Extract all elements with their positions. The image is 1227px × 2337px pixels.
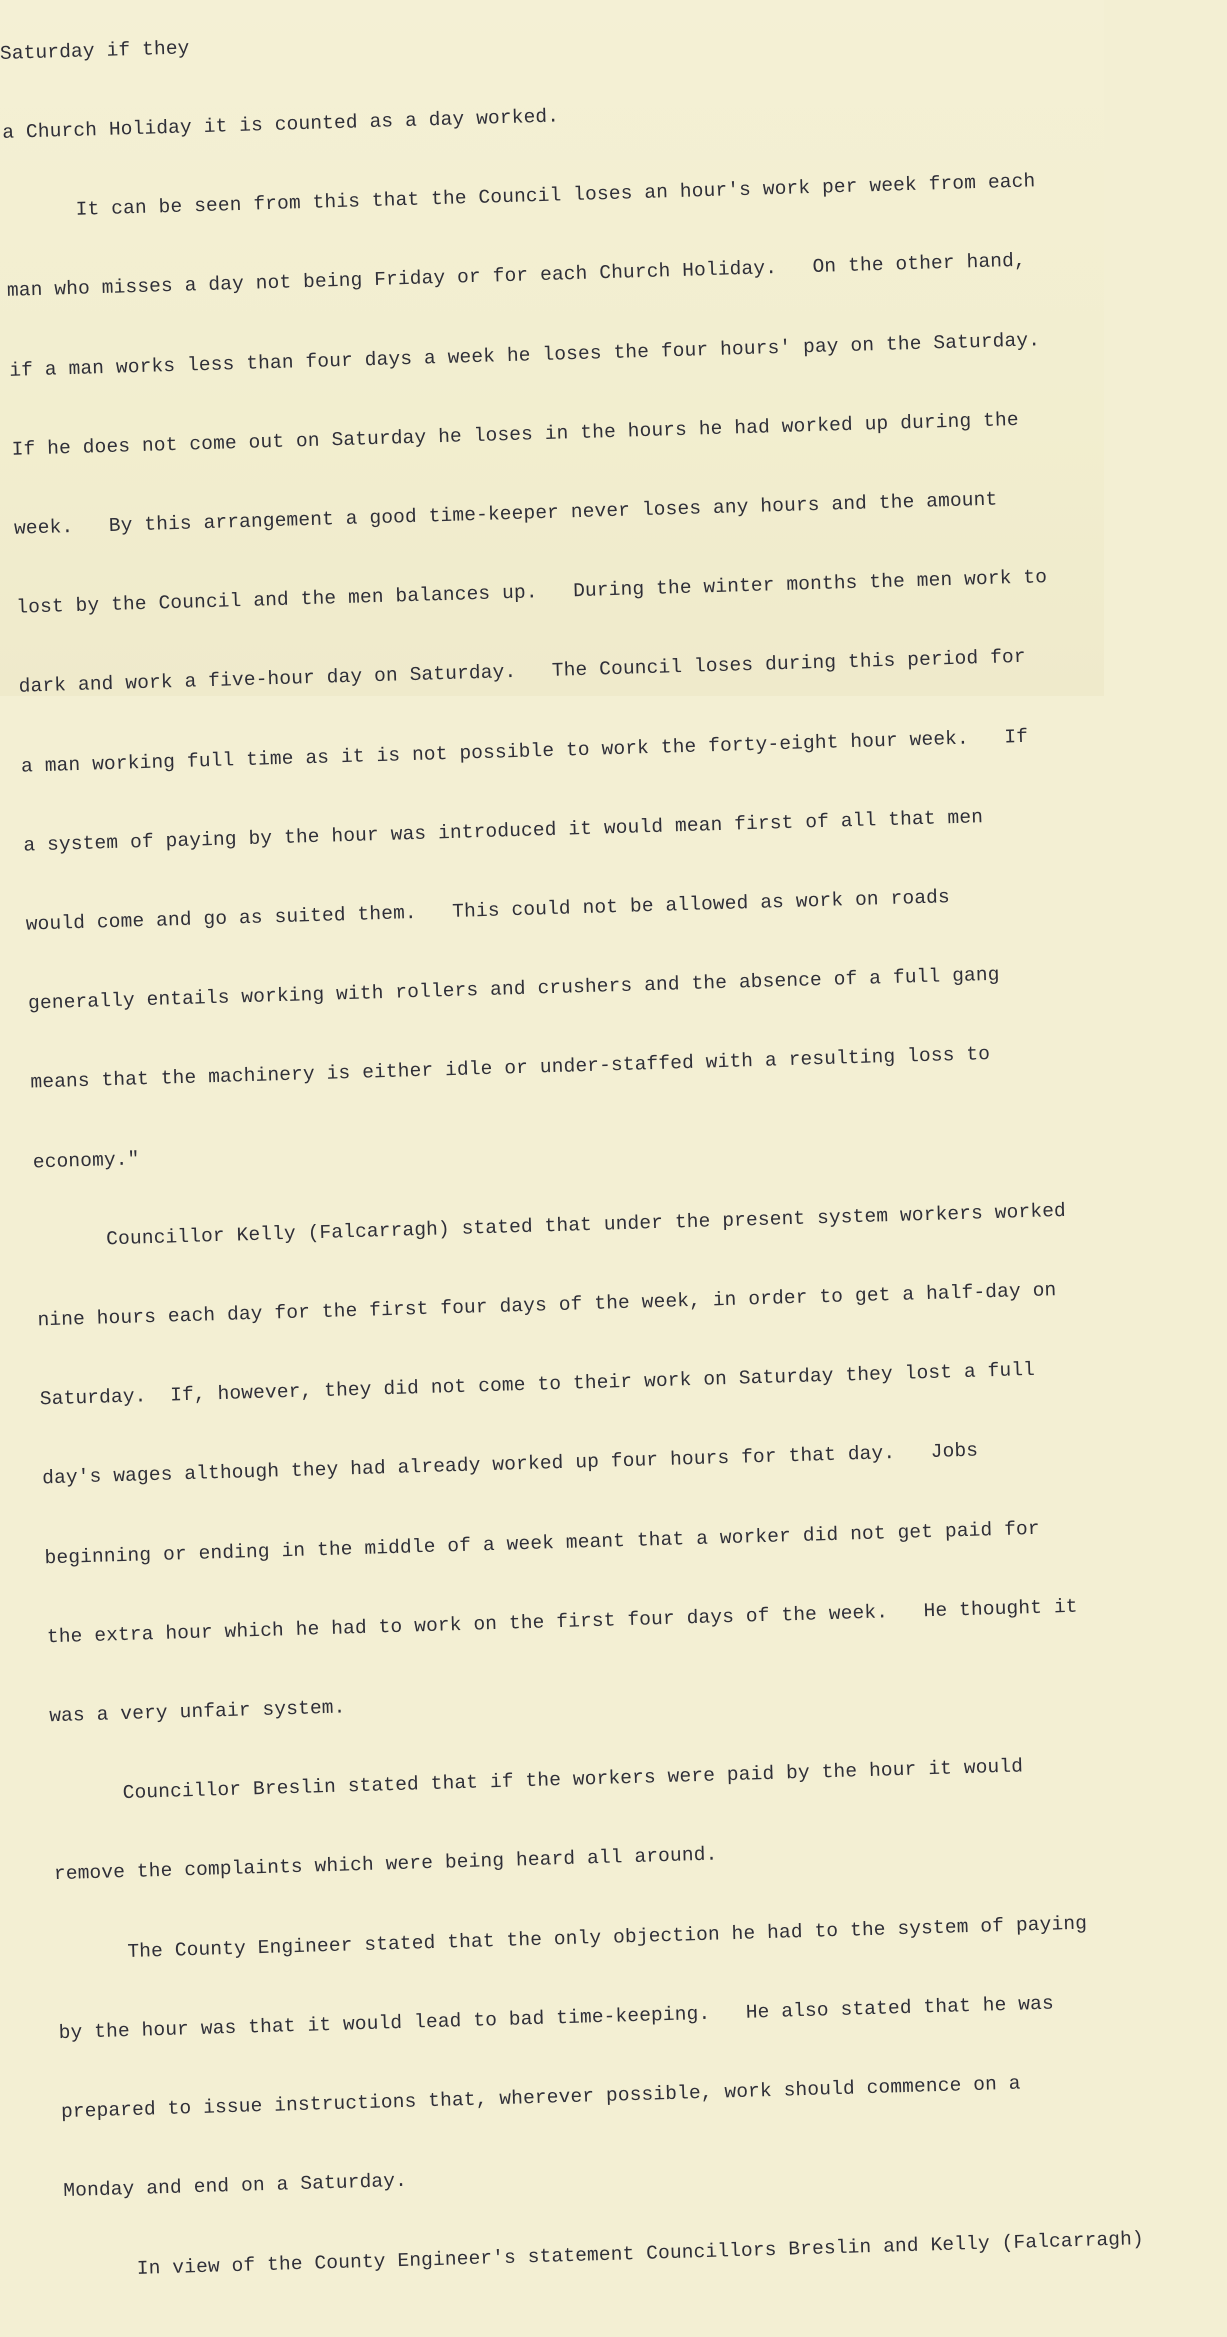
text-line: Councillor Kelly (Falcarragh) stated that under the present system workers worked [34,1199,1067,1253]
text-line: means that the machinery is either idle or under-staffed with a resulting loss to [30,1043,991,1094]
text-line: economy." [32,1147,140,1174]
text-line: dark and work a five-hour day on Saturday. The Council loses during this period for [18,646,1027,699]
text-line: prepared to issue instructions that, wherever possible, work should commence on a [60,2072,1021,2124]
text-line: Saturday if they [0,37,190,65]
text-line: if a man works less than four days a week he loses the four hours' pay on the Saturday. [9,328,1041,382]
text-line: lost by the Council and the men balances up. During the winter months the men work to [16,566,1048,619]
text-line: Councillor Breslin stated that if the workers were paid by the hour it would [51,1755,1024,1807]
text-line: remove the complaints which were being heard all around. [53,1843,718,1886]
text-line: a system of paying by the hour was introduced it would mean first of all that men [23,805,984,857]
text-line: If he does not come out on Saturday he loses in the hours he had worked up during the [11,408,1020,461]
text-line: a Church Holiday it is counted as a day worked. [1,105,560,144]
text-line: would come and go as suited them. This could not be allowed as work on roads [25,886,951,936]
text-line: In view of the County Engineer's statement Councillors Breslin and Kelly (Falcarragh) [65,2227,1145,2282]
text-line: generally entails working with rollers and crushers and the absence of a full gang [27,963,1000,1015]
text-line: It can be seen from this that the Council loses an hour's work per week from each [4,170,1036,224]
text-line: the extra hour which he had to work on the first four days of the week. He thought it [46,1595,1078,1649]
text-line: nine hours each day for the first four days of the week, in order to get a half-day on [37,1279,1057,1332]
text-line: The County Engineer stated that the only objection he had to the system of paying [56,1912,1088,1965]
text-line: was a very unfair system. [48,1696,346,1728]
text-line: week. By this arrangement a good time-keeper never loses any hours and the amount [13,488,998,540]
text-line: by the hour was that it would lead to bad time-keeping. He also stated that he was [58,1992,1055,2044]
text-line: man who misses a day not being Friday or for each Church Holiday. On the other hand, [6,250,1027,303]
text-line: beginning or ending in the middle of a week meant that a worker did not get paid for [44,1517,1041,1569]
text-line: Saturday. If, however, they did not come to their work on Saturday they lost a full [39,1359,1036,1411]
text-line: day's wages although they had already worked up four hours for that day. Jobs [41,1440,979,1490]
text-line: a man working full time as it is not possible to work the forty-eight hour week. If [20,725,1029,778]
text-line: Monday and end on a Saturday. [63,2170,408,2203]
